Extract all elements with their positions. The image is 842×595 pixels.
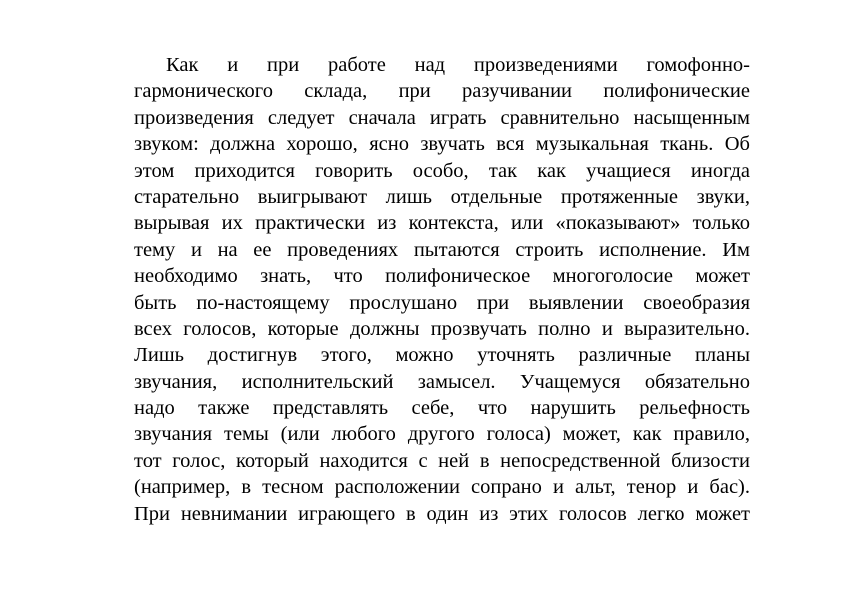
- text-line-3: произведения следует сначала играть сравнительно насыщенным: [134, 106, 750, 129]
- text-line-18: При невнимании играющего в один из этих голосов легко может: [134, 502, 750, 525]
- text-line-13: звучания, исполнительский замысел. Учащемуся обязательно: [134, 370, 750, 393]
- text-line-16: тот голос, который находится с ней в непосредственной близости: [134, 449, 750, 472]
- text-line-1: Как и при работе над произведениями гомофонно-: [166, 54, 750, 76]
- text-line-15: звучания темы (или любого другого голоса) может, как правило,: [134, 423, 750, 446]
- text-line-7: вырывая их практически из контекста, или «показывают» только: [134, 212, 750, 235]
- text-line-9: необходимо знать, что полифоническое многоголосие может: [134, 265, 750, 288]
- text-line-10: быть по-настоящему прослушано при выявлении своеобразия: [134, 291, 750, 314]
- text-line-4: звуком: должна хорошо, ясно звучать вся музыкальная ткань. Об: [134, 133, 750, 156]
- text-line-8: тему и на ее проведениях пытаются строить исполнение. Им: [134, 238, 750, 261]
- text-line-12: Лишь достигнув этого, можно уточнять различные планы: [134, 344, 750, 367]
- text-line-2: гармонического склада, при разучивании полифонические: [134, 80, 750, 103]
- text-line-17: (например, в тесном расположении сопрано и альт, тенор и бас).: [134, 476, 750, 499]
- paragraph: [134, 52, 750, 527]
- text-line-5: этом приходится говорить особо, так как учащиеся иногда: [134, 159, 750, 182]
- text-line-14: надо также представлять себе, что нарушить рельефность: [134, 397, 750, 420]
- text-line-11: всех голосов, которые должны прозвучать полно и выразительно.: [134, 317, 750, 340]
- text-line-6: старательно выигрывают лишь отдельные протяженные звуки,: [134, 185, 750, 208]
